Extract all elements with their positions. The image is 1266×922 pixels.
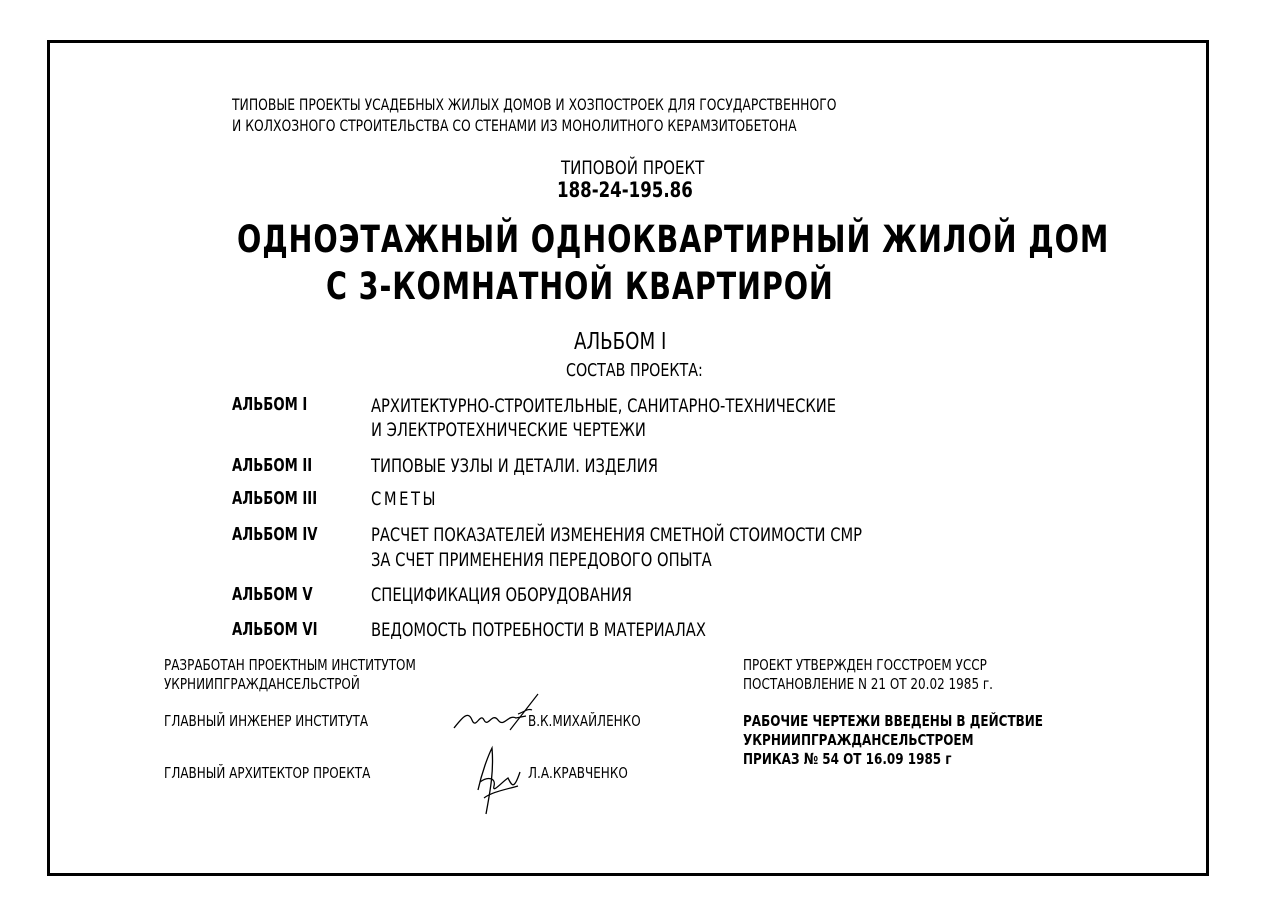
chief-architect-label: ГЛАВНЫЙ АРХИТЕКТОР ПРОЕКТА [164, 764, 371, 782]
project-number: 188-24-195.86 [557, 178, 693, 202]
album-desc-line-1: РАСЧЕТ ПОКАЗАТЕЛЕЙ ИЗМЕНЕНИЯ СМЕТНОЙ СТОИМОСТИ СМР [371, 524, 863, 546]
album-label: АЛЬБОМ I [232, 395, 308, 415]
header-line-1: ТИПОВЫЕ ПРОЕКТЫ УСАДЕБНЫХ ЖИЛЫХ ДОМОВ И ХОЗПОСТРОЕК ДЛЯ ГОСУДАРСТВЕННОГО [232, 95, 837, 114]
approval-line-5: ПРИКАЗ № 54 ОТ 16.09 1985 г [743, 750, 952, 768]
chief-architect-name: Л.А.КРАВЧЕНКО [528, 764, 628, 782]
main-title-line-1: ОДНОЭТАЖНЫЙ ОДНОКВАРТИРНЫЙ ЖИЛОЙ ДОМ [237, 218, 1110, 261]
approval-line-1: ПРОЕКТ УТВЕРЖДЕН ГОССТРОЕМ УССР [743, 656, 987, 674]
album-desc-line-1: СМЕТЫ [371, 488, 439, 510]
architect-signature [474, 742, 524, 822]
album-desc-line-1: ТИПОВЫЕ УЗЛЫ И ДЕТАЛИ. ИЗДЕЛИЯ [371, 455, 659, 477]
developer-line-1: РАЗРАБОТАН ПРОЕКТНЫМ ИНСТИТУТОМ [164, 656, 416, 674]
chief-engineer-name: В.К.МИХАЙЛЕНКО [528, 712, 641, 730]
album-desc-line-1: ВЕДОМОСТЬ ПОТРЕБНОСТИ В МАТЕРИАЛАХ [371, 619, 706, 641]
album-label: АЛЬБОМ VI [232, 620, 318, 640]
approval-line-4: УКРНИИПГРАЖДАНСЕЛЬСТРОЕМ [743, 731, 974, 749]
approval-line-3: РАБОЧИЕ ЧЕРТЕЖИ ВВЕДЕНЫ В ДЕЙСТВИЕ [743, 712, 1043, 730]
header-line-2: И КОЛХОЗНОГО СТРОИТЕЛЬСТВА СО СТЕНАМИ ИЗ МОНОЛИТНОГО КЕРАМЗИТОБЕТОНА [232, 116, 797, 135]
engineer-signature [452, 690, 542, 735]
album-desc-line-2: ЗА СЧЕТ ПРИМЕНЕНИЯ ПЕРЕДОВОГО ОПЫТА [371, 549, 712, 571]
album-label: АЛЬБОМ V [232, 585, 313, 605]
main-title-line-2: С 3-КОМНАТНОЙ КВАРТИРОЙ [326, 265, 834, 308]
album-desc-line-1: СПЕЦИФИКАЦИЯ ОБОРУДОВАНИЯ [371, 584, 632, 606]
developer-line-2: УКРНИИПГРАЖДАНСЕЛЬСТРОЙ [164, 675, 360, 693]
album-desc-line-2: И ЭЛЕКТРОТЕХНИЧЕСКИЕ ЧЕРТЕЖИ [371, 419, 646, 441]
album-number: АЛЬБОМ I [574, 329, 667, 355]
album-desc-line-1: АРХИТЕКТУРНО-СТРОИТЕЛЬНЫЕ, САНИТАРНО-ТЕХНИЧЕСКИЕ [371, 395, 837, 417]
album-label: АЛЬБОМ III [232, 489, 318, 509]
album-label: АЛЬБОМ IV [232, 525, 318, 545]
album-label: АЛЬБОМ II [232, 456, 313, 476]
approval-line-2: ПОСТАНОВЛЕНИЕ N 21 ОТ 20.02 1985 г. [743, 675, 993, 693]
project-label: ТИПОВОЙ ПРОЕКТ [561, 157, 705, 179]
chief-engineer-label: ГЛАВНЫЙ ИНЖЕНЕР ИНСТИТУТА [164, 712, 369, 730]
composition-label: СОСТАВ ПРОЕКТА: [566, 360, 703, 381]
